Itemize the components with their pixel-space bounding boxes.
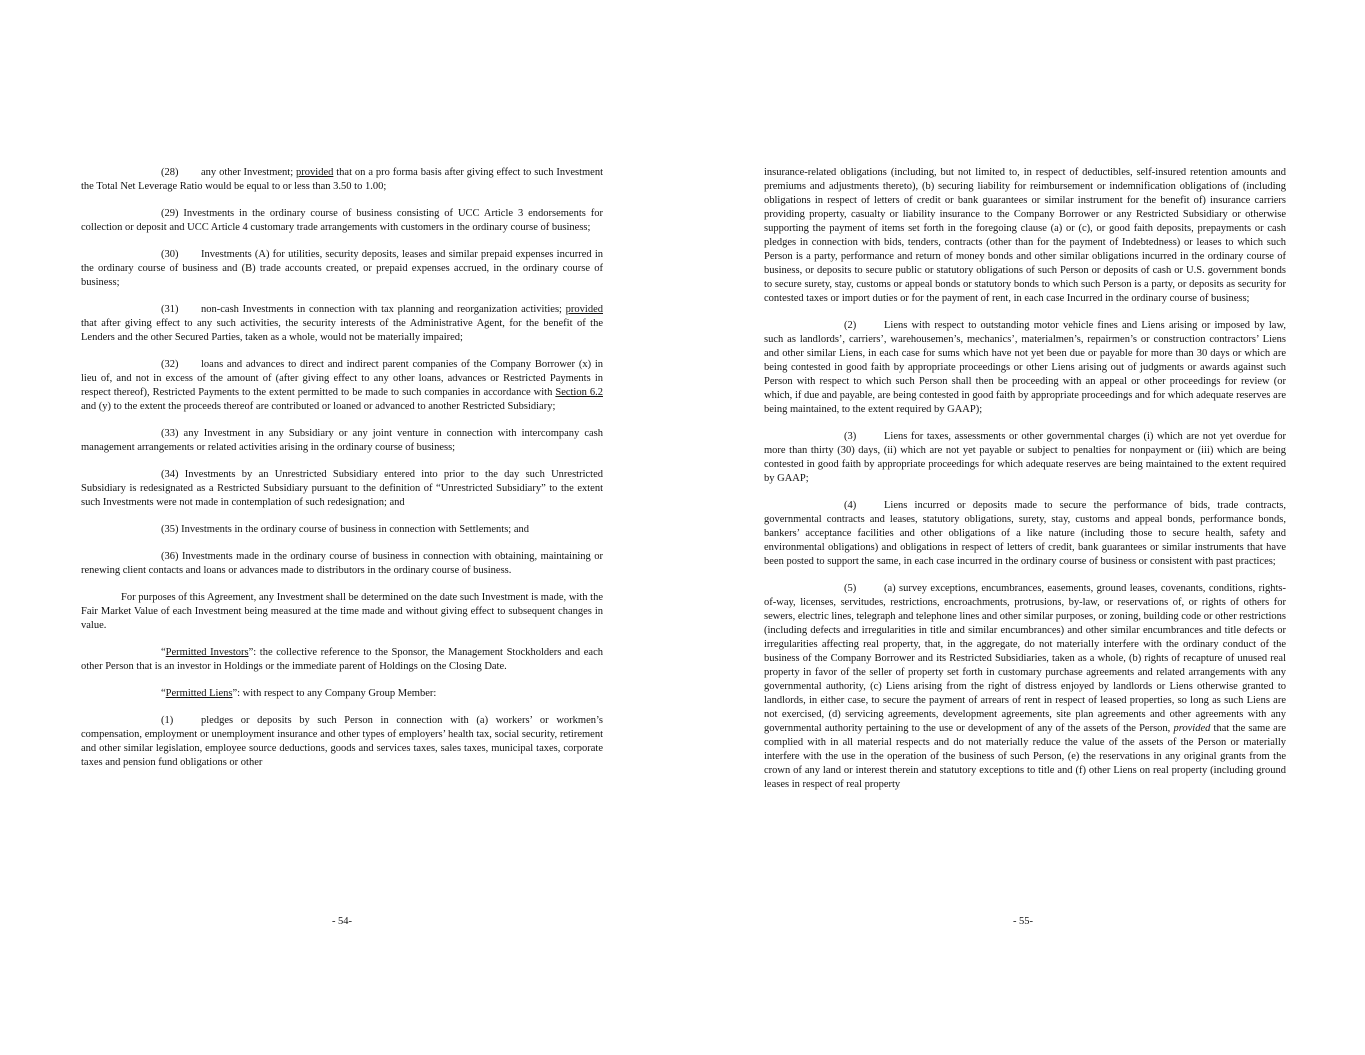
clause-number: (4)	[844, 500, 857, 511]
section-reference: Section 6.2	[555, 387, 603, 398]
clause-number: (1)	[161, 715, 174, 726]
page-number: - 55-	[1012, 916, 1034, 927]
lien-clause-1-continued: insurance-related obligations (including, but not limited to, in respect of deductibles, self-insured retention amounts and premiums and adjustments thereto), (b) securing liability for reimbursement or indemnification obligations of (including obligations in respect of letters of credit or bank guarantees or similar instrument for the benefit of) insurance carriers providing property, casualty or liability insurance to the Company Borrower or any Restricted Subsidiary or otherwise supporting the payment of items set forth in the foregoing clause (a) or (c), or good faith deposits, prepayments or cash pledges in connection with bids, tenders, contracts (other than for the payment of Indebtedness) or leases to which such Person is a party, performance and return of money bonds and other similar obligations incurred in the ordinary course of business, or deposits to secure public or statutory obligations of such Person or deposits of cash or U.S. government bonds to secure surety, stay, customs or appeal bonds or statutory bonds to which such Person is a party, or deposits as security for contested taxes or import duties or for the payment of rent, in each case Incurred in the ordinary course of business;	[764, 167, 1286, 304]
clause-35: (35) Investments in the ordinary course of business in connection with Settlements; and	[161, 524, 530, 535]
lien-clause-1: (1) pledges or deposits by such Person in connection with (a) workers’ or workmen’s compensation, employment or unemployment insurance and other types of employers’ health tax, social security, retirement and other similar legislation, employee source deductions, goods and services taxes, sales taxes, municipal taxes, corporate taxes and pension fund obligations or other	[81, 715, 603, 768]
defined-term: Permitted Liens	[165, 688, 233, 699]
clause-29: (29) Investments in the ordinary course of business consisting of UCC Article 3 endorsements for collection or deposit and UCC Article 4 customary trade arrangements with customers in the ordinary course of business;	[81, 208, 603, 233]
defined-term: Permitted Investors	[165, 647, 249, 658]
clause-number: (31)	[161, 304, 179, 315]
permitted-liens-definition: “Permitted Liens”: with respect to any Company Group Member:	[161, 688, 437, 699]
left-page	[0, 0, 682, 1055]
clause-36: (36) Investments made in the ordinary course of business in connection with obtaining, maintaining or renewing client contacts and loans or advances made to distributors in the ordinary course of business.	[81, 551, 603, 576]
clause-number: (2)	[844, 320, 857, 331]
left-page-body	[81, 166, 603, 783]
lien-clause-4: (4) Liens incurred or deposits made to secure the performance of bids, trade contracts, governmental contracts and leases, statutory obligations, surety, stay, customs and appeal bonds, performance bonds, bankers’ acceptance facilities and other obligations of a like nature (including those to secure health, safety and environmental obligations) and obligations in respect of letters of credit, bank guarantees or similar instruments that have been posted to support the same, in each case incurred in the ordinary course of business or consistent with past practices;	[764, 500, 1286, 567]
lien-clause-5: (5) (a) survey exceptions, encumbrances, easements, ground leases, covenants, conditions, rights-of-way, licenses, servitudes, restrictions, encroachments, protrusions, by-law, or reservations of, or rights of others for sewers, electric lines, telegraph and telephone lines and other similar purposes, or zoning, building code or other restrictions (including defects and irregularities in title and similar encumbrances) and other similar encumbrances and title defects or irregularities affecting real property, that, in the aggregate, do not materially interfere with the ordinary conduct of the business of the Company Borrower and its Restricted Subsidiaries, taken as a whole, (b) rights of recapture of unused real property in favor of the seller of property set forth in customary purchase agreements and related arrangements with any governmental authority, (c) Liens arising from the right of distress enjoyed by landlords or Liens otherwise granted to landlords, in either case, to secure the payment of arrears of rent in respect of leased properties, so long as such Liens are not exercised, (d) servicing agreements, development agreements, site plan agreements and other agreements with any governmental authority pertaining to the use or development of any of the assets of the Person, provided that the same are complied with in all material respects and do not materially reduce the value of the assets of the Person or materially interfere with the use in the operation of the business of such Person, (e) the reservations in any original grants from the crown of any land or interest therein and statutory exceptions to title and (f) other Liens on real property (including ground leases in respect of real property	[764, 583, 1286, 790]
provided-term: provided	[296, 167, 334, 178]
clause-31: (31) non-cash Investments in connection with tax planning and reorganization activities; provided that after giving effect to any such activities, the security interests of the Administrative Agent, for the benefit of the Lenders and the other Secured Parties, taken as a whole, would not be materially impaired;	[81, 304, 603, 343]
investment-determination-paragraph: For purposes of this Agreement, any Investment shall be determined on the date such Investment is made, with the Fair Market Value of each Investment being measured at the time made and without giving effect to subsequent changes in value.	[81, 592, 603, 631]
right-page	[682, 0, 1364, 1055]
clause-30: (30) Investments (A) for utilities, security deposits, leases and similar prepaid expenses incurred in the ordinary course of business and (B) trade accounts created, or prepaid expenses accrued, in the ordinary course of business;	[81, 249, 603, 288]
clause-34: (34) Investments by an Unrestricted Subsidiary entered into prior to the day such Unrestricted Subsidiary is redesignated as a Restricted Subsidiary pursuant to the definition of “Unrestricted Subsidiary” to the extent such Investments were not made in contemplation of such redesignation; and	[81, 469, 603, 508]
clause-28: (28) any other Investment; provided that on a pro forma basis after giving effect to such Investment the Total Net Leverage Ratio would be equal to or less than 3.50 to 1.00;	[81, 167, 604, 192]
clause-number: (30)	[161, 249, 179, 260]
page-number: - 54-	[331, 916, 353, 927]
provided-term: provided	[1173, 723, 1211, 734]
clause-number: (3)	[844, 431, 857, 442]
lien-clause-2: (2) Liens with respect to outstanding motor vehicle fines and Liens arising or imposed by law, such as landlords’, carriers’, warehousemen’s, mechanics’, materialmen’s, repairmen’s or construction contractors’ Liens and other similar Liens, in each case for sums which have not yet been due or payable for more than 30 days or which are being contested in good faith by appropriate proceedings or other Liens arising out of judgments or awards against such Person with respect to which such Person shall then be proceeding with an appeal or other proceedings for review (or which, if due and payable, are being contested in good faith by appropriate proceedings and for which adequate reserves are being maintained, to the extent required by GAAP);	[764, 320, 1286, 415]
clause-number: (28)	[161, 167, 179, 178]
clause-33: (33) any Investment in any Subsidiary or any joint venture in connection with intercompany cash management arrangements or related activities arising in the ordinary course of business;	[81, 428, 603, 453]
permitted-investors-definition: “Permitted Investors”: the collective reference to the Sponsor, the Management Stockholders and each other Person that is an investor in Holdings or the immediate parent of Holdings on the Closing Date.	[81, 647, 603, 672]
clause-32: (32) loans and advances to direct and indirect parent companies of the Company Borrower (x) in lieu of, and not in excess of the amount of (after giving effect to any other loans, advances or Restricted Payments in respect thereof), Restricted Payments to the extent permitted to be made to such companies in accordance with Section 6.2 and (y) to the extent the proceeds thereof are contributed or loaned or advanced to another Restricted Subsidiary;	[81, 359, 603, 412]
clause-number: (32)	[161, 359, 179, 370]
right-page-body	[764, 166, 1286, 805]
clause-number: (5)	[844, 583, 857, 594]
lien-clause-3: (3) Liens for taxes, assessments or other governmental charges (i) which are not yet overdue for more than thirty (30) days, (ii) which are not yet payable or subject to penalties for nonpayment or (iii) which are being contested in good faith by appropriate proceedings for which adequate reserves are being maintained to the extent required by GAAP;	[764, 431, 1286, 484]
provided-term: provided	[565, 304, 603, 315]
